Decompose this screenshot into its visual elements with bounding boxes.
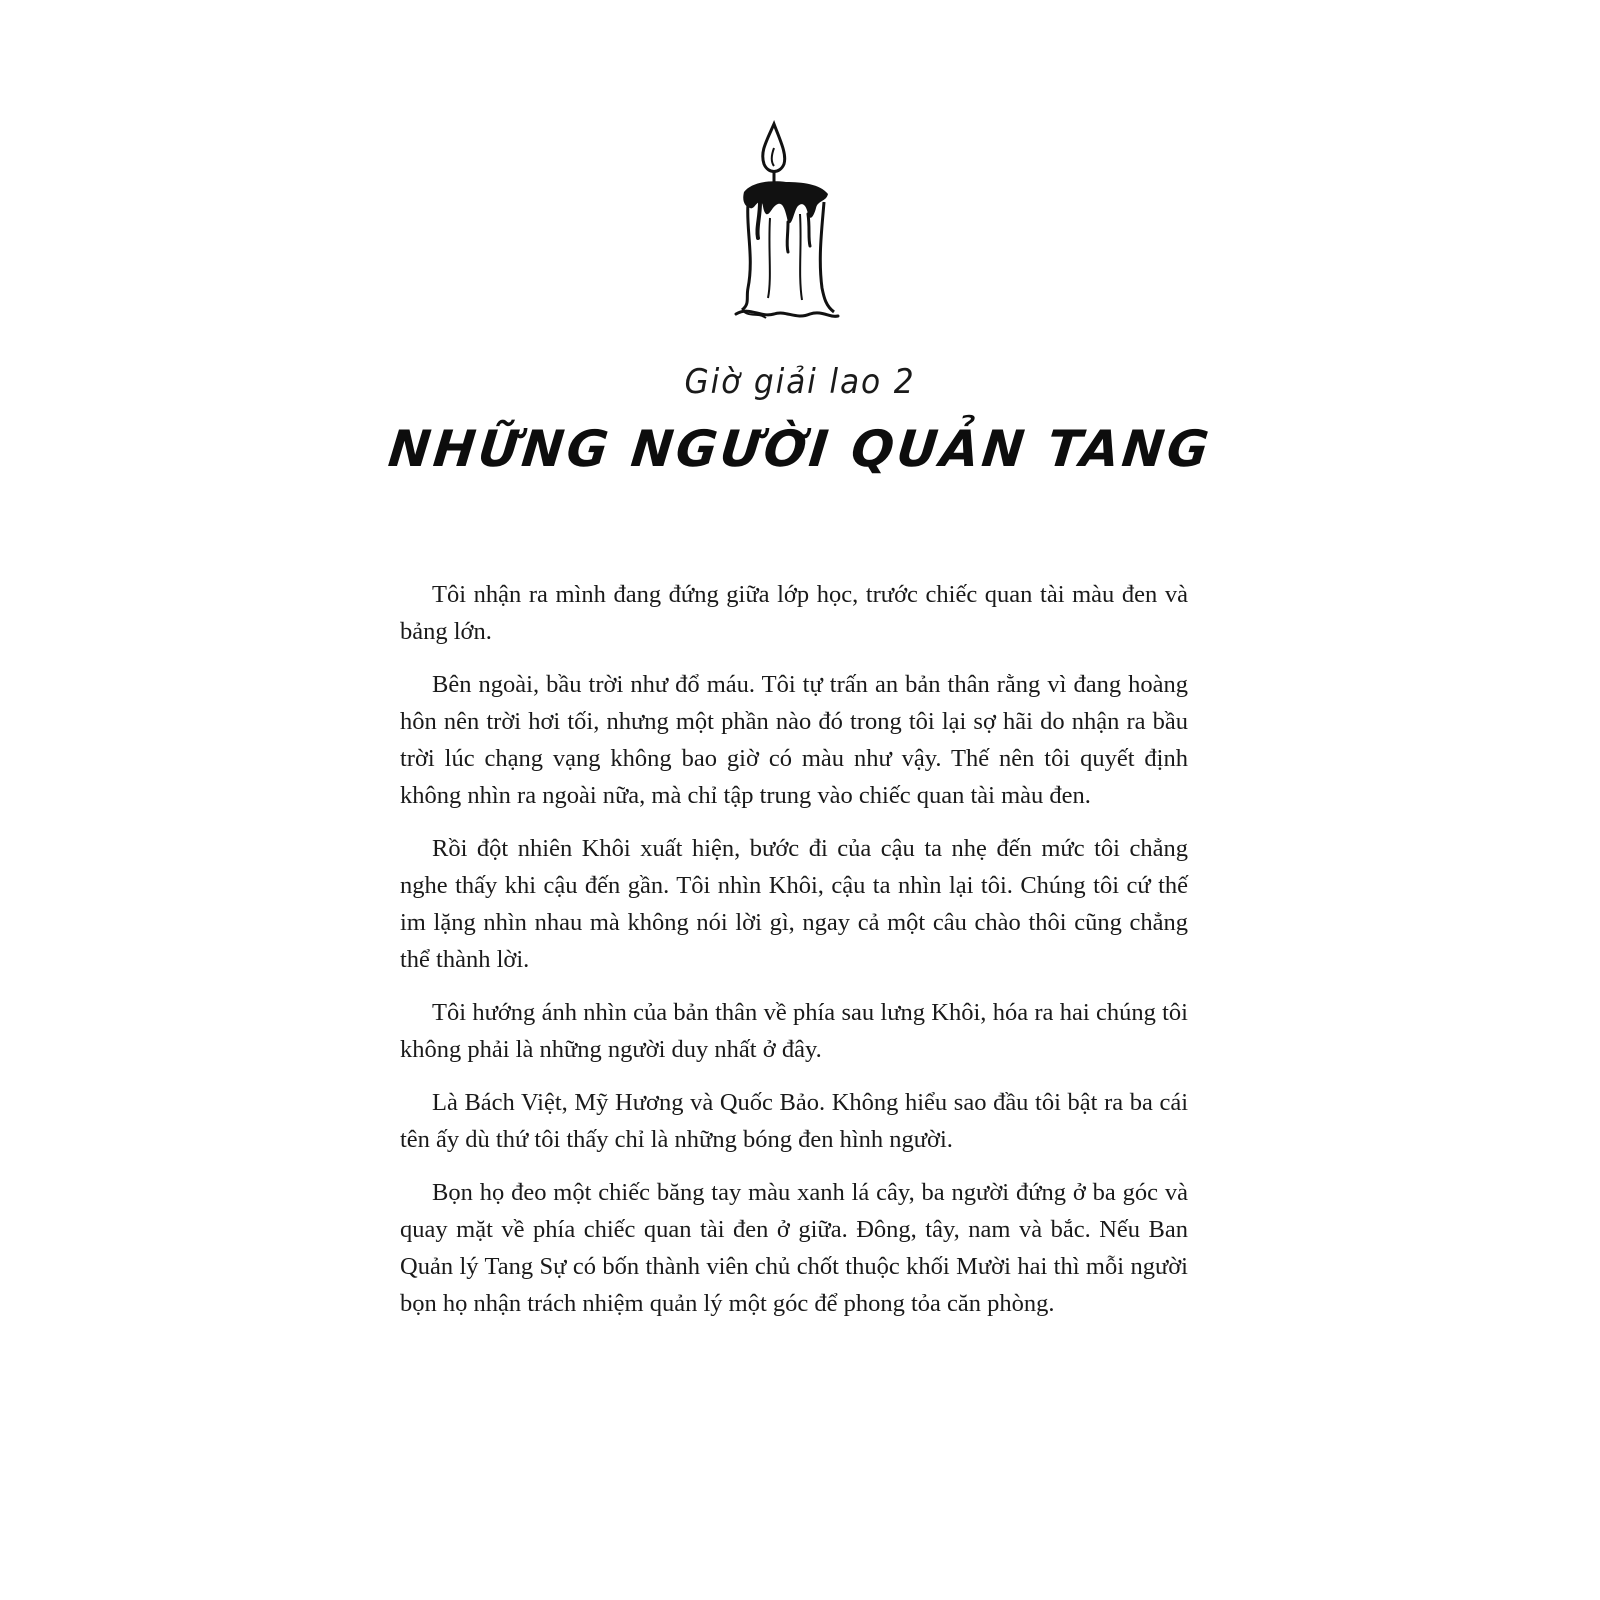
- paragraph: Tôi hướng ánh nhìn của bản thân về phía sau lưng Khôi, hóa ra hai chúng tôi không phải là những người duy nhất ở đây.: [400, 999, 1188, 1063]
- paragraph: Rồi đột nhiên Khôi xuất hiện, bước đi của cậu ta nhẹ đến mức tôi chẳng nghe thấy khi cậu đến gần. Tôi nhìn Khôi, cậu ta nhìn lại tôi. Chúng tôi cứ thế im lặng nhìn nhau mà không nói lời gì, ngay cả một câu chào thôi cũng chẳng thể thành lời.: [400, 835, 1188, 973]
- paragraph: Tôi nhận ra mình đang đứng giữa lớp học, trước chiếc quan tài màu đen và bảng lớn.: [400, 581, 1188, 645]
- paragraph: Bên ngoài, bầu trời như đổ máu. Tôi tự trấn an bản thân rằng vì đang hoàng hôn nên trời hơi tối, nhưng một phần nào đó trong tôi lại sợ hãi do nhận ra bầu trời lúc chạng vạng không bao giờ có màu như vậy. Thế nên tôi quyết định không nhìn ra ngoài nữa, mà chỉ tập trung vào chiếc quan tài màu đen.: [400, 671, 1188, 809]
- paragraph: Bọn họ đeo một chiếc băng tay màu xanh lá cây, ba người đứng ở ba góc và quay mặt về phía chiếc quan tài đen ở giữa. Đông, tây, nam và bắc. Nếu Ban Quản lý Tang Sự có bốn thành viên chủ chốt thuộc khối Mười hai thì mỗi người bọn họ nhận trách nhiệm quản lý một góc để phong tỏa căn phòng.: [400, 1179, 1188, 1317]
- chapter-body: [400, 576, 1188, 1338]
- chapter-title: NHỮNG NGƯỜI QUẢN TANG: [385, 420, 1215, 478]
- paragraph: Là Bách Việt, Mỹ Hương và Quốc Bảo. Không hiểu sao đầu tôi bật ra ba cái tên ấy dù thứ tôi thấy chỉ là những bóng đen hình người.: [400, 1089, 1188, 1153]
- chapter-subtitle: Giờ giải lao 2: [684, 362, 916, 402]
- candle-illustration: [730, 118, 840, 328]
